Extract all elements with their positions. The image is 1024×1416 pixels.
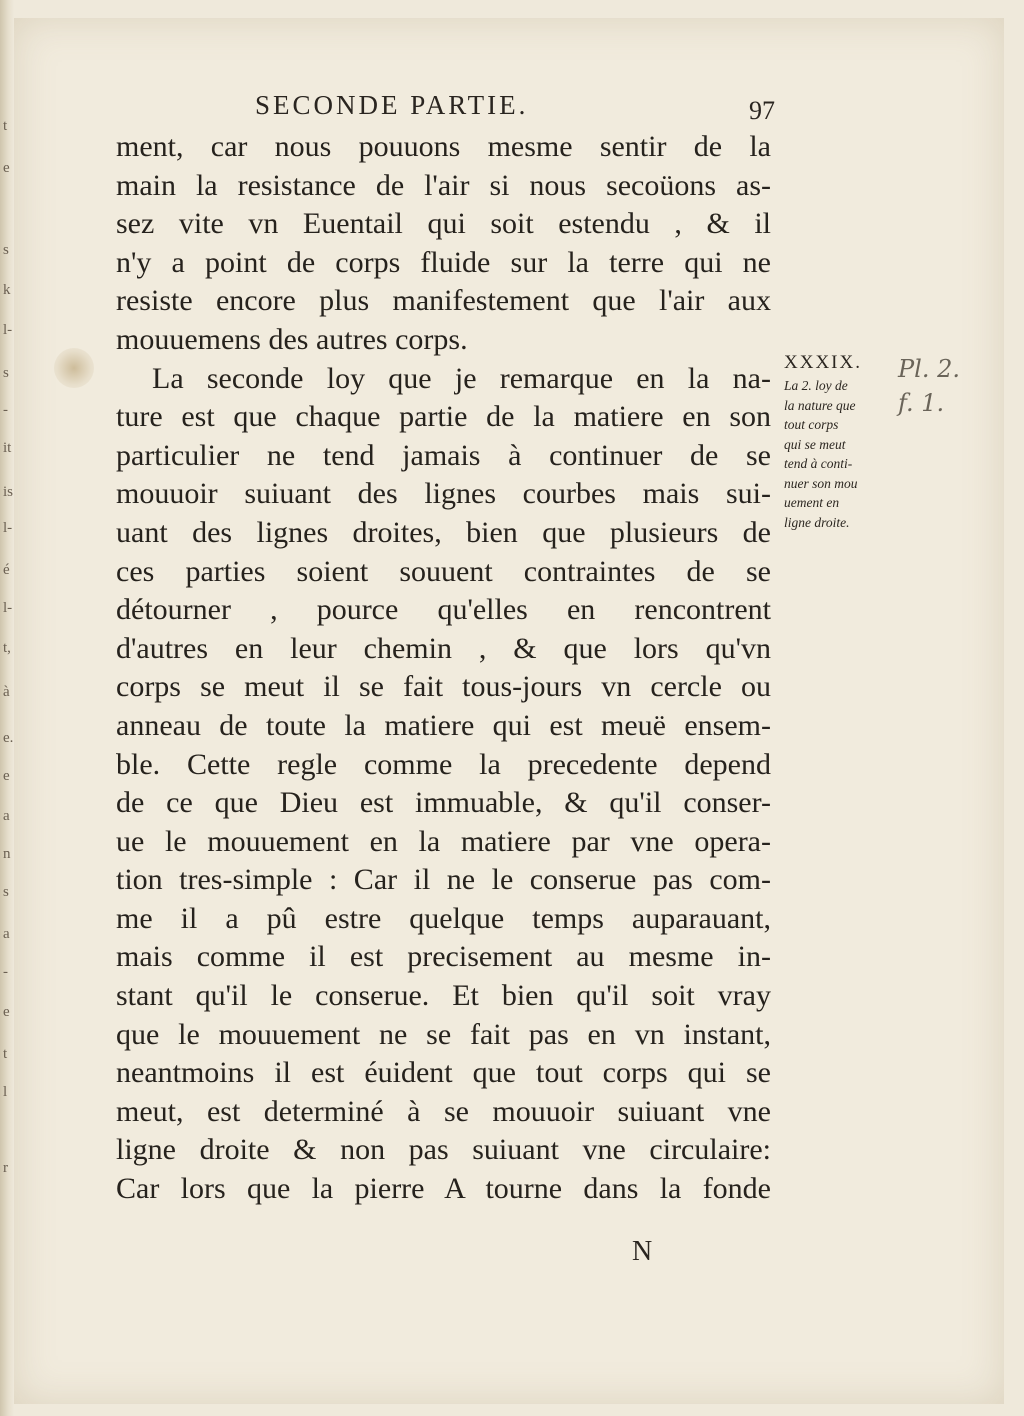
text-line: n'y a point de corps fluide sur la terre qui ne	[116, 245, 771, 279]
text-line: tion tres-simple : Car il ne le conserue pas com-	[116, 863, 771, 897]
text-line: meut, est determiné à se mouuoir suiuant vne	[116, 1094, 771, 1128]
text-line: ment, car nous pouuons mesme sentir de la	[116, 130, 771, 163]
marginal-note-line: tend à conti-	[784, 456, 853, 471]
text-line: mouuemens des autres corps.	[116, 322, 468, 356]
text-line: ligne droite & non pas suiuant vne circulaire:	[116, 1133, 771, 1167]
text-line: me il a pû estre quelque temps auparauant,	[116, 901, 771, 935]
text-line: de ce que Dieu est immuable, & qu'il conser-	[116, 786, 771, 820]
marginal-note-line: nuer son mou	[784, 475, 858, 491]
text-line: détourner , pource qu'elles en rencontrent	[116, 593, 771, 627]
marginal-note-line: qui se meut	[784, 436, 846, 452]
marginal-note	[784, 352, 894, 532]
text-line: d'autres en leur chemin , & que lors qu'vn	[116, 631, 771, 665]
text-line: ble. Cette regle comme la precedente depend	[116, 747, 771, 781]
running-head: SECONDE PARTIE.	[255, 90, 529, 120]
text-line: ture est que chaque partie de la matiere en son	[116, 400, 771, 434]
main-text-block	[116, 128, 771, 1209]
foxing-stain	[54, 348, 94, 388]
page-header	[255, 90, 775, 130]
handwritten-line: f. 1.	[898, 389, 945, 417]
handwritten-annotation	[898, 352, 978, 420]
page-number: 97	[749, 96, 775, 125]
text-line: neantmoins il est éuident que tout corps qui se	[116, 1056, 771, 1090]
text-line: ces parties soient souuent contraintes de se	[116, 554, 771, 588]
marginal-note-line: la nature que	[784, 397, 856, 413]
text-line: particulier ne tend jamais à continuer de se	[116, 438, 771, 472]
marginal-note-line: La 2. loy de	[784, 378, 848, 393]
marginal-note-line: ligne droite.	[784, 514, 850, 530]
text-line: La seconde loy que je remarque en la na-	[152, 361, 771, 395]
marginal-note-number: XXXIX.	[784, 352, 862, 373]
text-line: corps se meut il se fait tous-jours vn cercle ou	[116, 670, 771, 704]
text-line: Car lors que la pierre A tourne dans la fonde	[116, 1172, 771, 1206]
handwritten-line: Pl. 2.	[898, 355, 960, 383]
text-line: anneau de toute la matiere qui est meuë ensem-	[116, 708, 771, 742]
facing-page-margin-bleed: t e s k l- s - it is l- é l- t, à e. e a n s a - e t l r	[3, 118, 14, 1176]
text-line: ue le mouuement en la matiere par vne opera-	[116, 824, 771, 858]
signature-mark: N	[632, 1236, 653, 1267]
text-line: uant des lignes droites, bien que plusieurs de	[116, 515, 771, 549]
text-line: main la resistance de l'air si nous secoüons as-	[116, 168, 771, 202]
text-line: stant qu'il le conserue. Et bien qu'il soit vray	[116, 979, 771, 1013]
marginal-note-line: uement en	[784, 495, 840, 510]
text-line: resiste encore plus manifestement que l'air aux	[116, 284, 771, 318]
text-line: mais comme il est precisement au mesme in-	[116, 940, 771, 974]
text-line: mouuoir suiuant des lignes courbes mais sui-	[116, 477, 771, 511]
text-line: que le mouuement ne se fait pas en vn instant,	[116, 1017, 771, 1051]
marginal-note-line: tout corps	[784, 417, 839, 432]
text-line: sez vite vn Euentail qui soit estendu , & il	[116, 207, 771, 241]
